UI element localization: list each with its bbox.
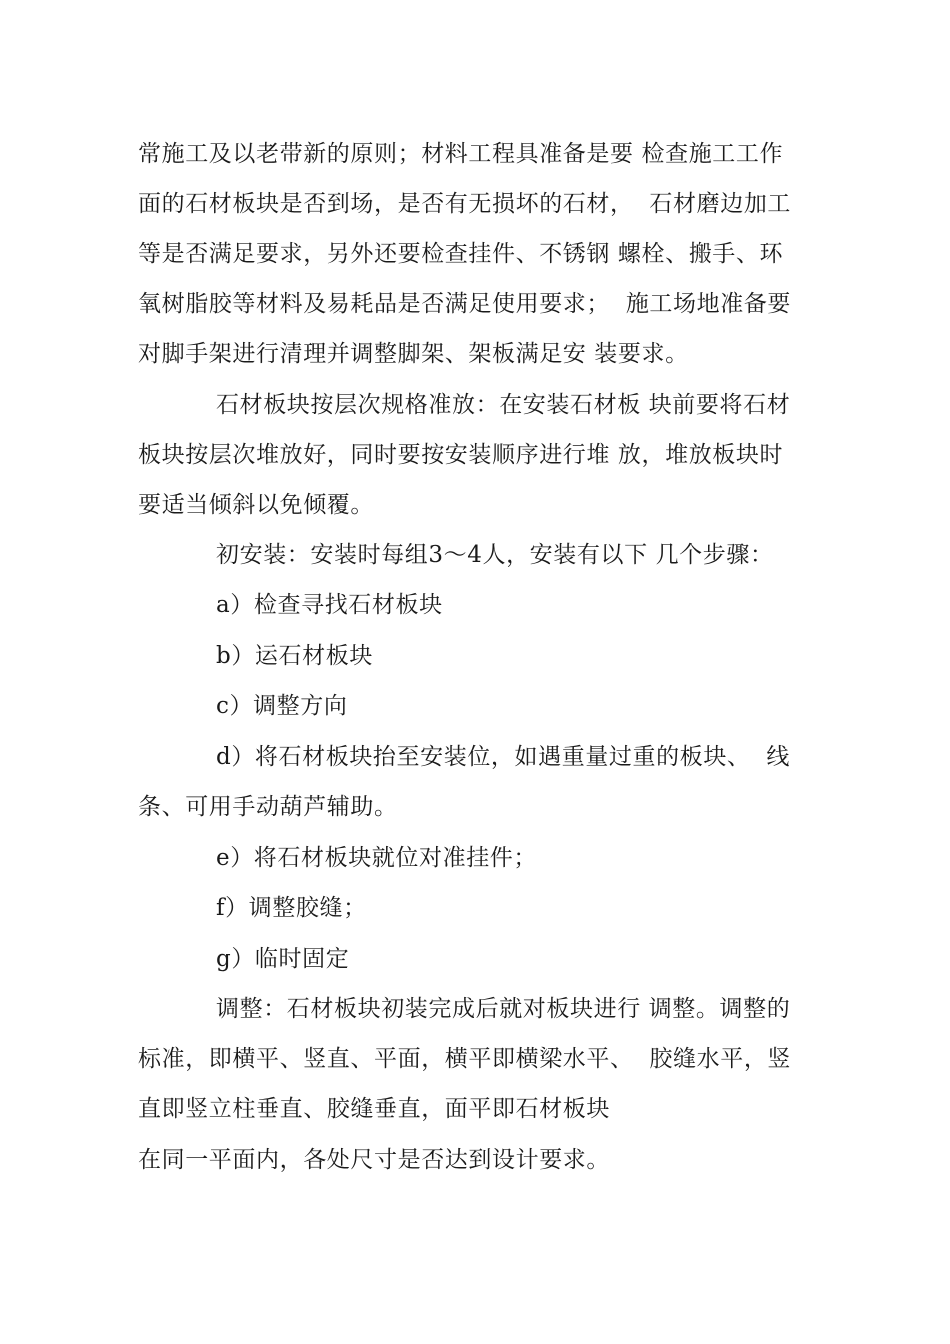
paragraph-line: 直即竖立柱垂直、胶缝垂直，面平即石材板块 xyxy=(138,1096,610,1122)
paragraph-line: 氧树脂胶等材料及易耗品是否满足使用要求； 施工场地准备要 xyxy=(138,291,792,317)
paragraph-line: 面的石材板块是否到场，是否有无损坏的石材， 石材磨边加工 xyxy=(138,191,792,217)
paragraph-line: 板块按层次堆放好，同时要按安装顺序进行堆 放，堆放板块时 xyxy=(138,442,784,468)
paragraph-line: 要适当倾斜以免倾覆。 xyxy=(138,492,374,518)
paragraph-line: 对脚手架进行清理并调整脚架、架板满足安 装要求。 xyxy=(138,341,689,367)
paragraph-line: 调整：石材板块初装完成后就对板块进行 调整。调整的 xyxy=(216,996,791,1022)
list-item: f）调整胶缝； xyxy=(216,895,367,921)
paragraph-line: 初安装：安装时每组3〜4人，安装有以下 几个步骤： xyxy=(216,542,774,568)
paragraph-line: 石材板块按层次规格准放：在安装石材板 块前要将石材 xyxy=(216,392,791,418)
list-item: g）临时固定 xyxy=(216,946,350,972)
list-item: b）运石材板块 xyxy=(216,643,373,669)
paragraph-line: 标准，即横平、竖直、平面，横平即横梁水平、 胶缝水平，竖 xyxy=(138,1046,792,1072)
list-item: e）将石材板块就位对准挂件； xyxy=(216,845,538,871)
paragraph-line: 在同一平面内，各处尺寸是否达到设计要求。 xyxy=(138,1147,610,1173)
list-item: d）将石材板块抬至安装位，如遇重量过重的板块、 线 xyxy=(216,744,790,770)
paragraph-line: 常施工及以老带新的原则；材料工程具准备是要 检查施工工作 xyxy=(138,141,784,167)
list-item: a）检查寻找石材板块 xyxy=(216,592,443,618)
list-item: c）调整方向 xyxy=(216,693,348,719)
paragraph-line: 等是否满足要求，另外还要检查挂件、不锈钢 螺栓、搬手、环 xyxy=(138,241,784,267)
paragraph-line: 条、可用手动葫芦辅助。 xyxy=(138,794,398,820)
